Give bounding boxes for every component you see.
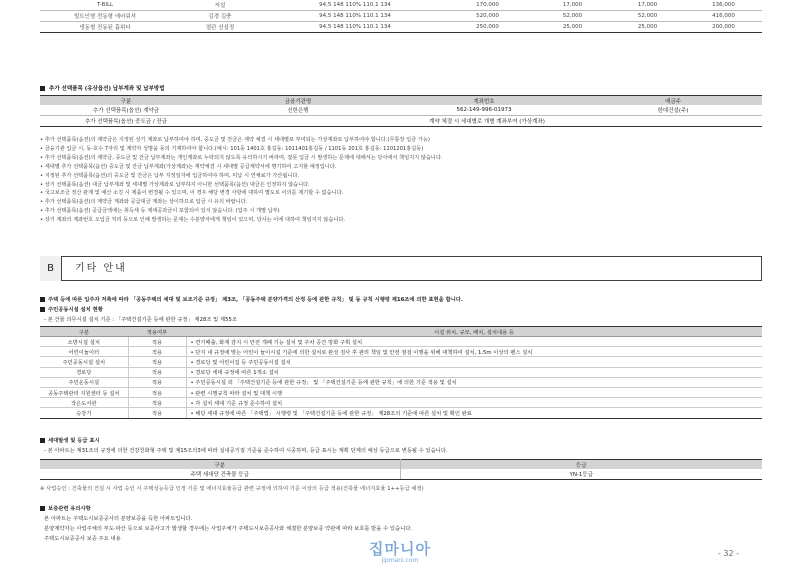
table-cell: 25,000 — [610, 22, 685, 33]
column-header: 구분 — [40, 96, 212, 106]
table-cell: 416,000 — [685, 11, 762, 22]
note-text: 추가 선택품목(옵션)의 계약금, 중도금 및 잔금 납부계좌는 개인계좌로 누락되지 않도록 유의하시기 바라며, 잘못 입금 시 발생하는 문제에 대해서는 당사에서 책임지지 않습니다. — [44, 154, 443, 161]
table-cell: 250,000 — [440, 22, 535, 33]
note-text: 금융기관 입금 시, 동·호수 7자리 및 계약자 성명을 동의 기재하여야 합니다.(예시: 101동 1401호 홍길동: 1011401홍길동 / 1101동 201호 홍길동: 1101201홍길동) — [44, 145, 424, 152]
table-cell: 한데건설(주) — [584, 105, 762, 116]
note-line — [40, 198, 760, 207]
facility-title: 주민공동시설 설치 현황 — [40, 305, 103, 313]
table-row — [40, 0, 762, 11]
table-row — [40, 357, 762, 367]
column-header: 구분 — [40, 460, 400, 470]
table-cell: 136,000 — [685, 0, 762, 11]
column-header: 적용여부 — [128, 327, 186, 337]
table-cell: 17,000 — [610, 0, 685, 11]
table-cell: 94,5 148 110% 110.1 134 — [270, 0, 440, 11]
table-cell: 빌트인형 전동형 에어워셔 — [40, 11, 170, 22]
note-text: 지정된 추가 선택품목(옵션)의 중도금 및 잔금은 납부 지정일자에 입금하여야 하며, 미납 시 연체료가 가산됩니다. — [44, 172, 300, 179]
table-row — [40, 11, 762, 22]
table-cell: 냉동형 전동된 흡위다 — [40, 22, 170, 33]
column-header: 구분 — [40, 327, 128, 337]
table-row — [40, 398, 762, 408]
facility-name: 작은도서관 — [40, 398, 128, 408]
option-price-table — [40, 0, 762, 33]
legal-basis-line: 주택 등에 따른 입주자 저축에 따라 「공동주택의 세대 및 보조기준 규정」 제3조, 「공동주택 분양가격의 산정 등에 관한 규칙」 및 동 규칙 시행령 제16조에 의한 표현을 합니다. — [40, 295, 463, 303]
note-line — [40, 145, 760, 154]
table-row — [40, 347, 762, 357]
facility-detail: • 주민공동시설 외 「주택건설기준 등에 관한 규정」 및 「주택건설기준 등에 관한 규칙」에 의한 기준 적용 및 설치 — [186, 377, 762, 387]
table-row — [40, 116, 762, 127]
table-row — [40, 337, 762, 347]
column-header: 예금주 — [584, 96, 762, 106]
facility-detail: • 경로당 세대 규정에 따른 1개소 설치 — [186, 367, 762, 377]
facility-name: 소방시설 설치 — [40, 337, 128, 347]
bullet-dot-icon: • — [40, 137, 45, 143]
note-text: 추가 선택품목(옵션)의 계약금은 지정된 상기 계좌로 납부하여야 하며, 중도금 및 잔금은 계약 체결 시 세대별로 부여되는 가상계좌로 납부하여야 합니다.(무통장 입금 가능) — [44, 137, 430, 143]
note-line — [40, 163, 760, 172]
bullet-dot-icon: • — [40, 199, 45, 206]
facility-detail: • 각 설치 세대 기준 규정 준수하여 설치 — [186, 398, 762, 408]
facility-name: 주민공동시설 설치 — [40, 357, 128, 367]
table-cell: 25,000 — [535, 22, 610, 33]
table-cell: YN-1등급 — [400, 469, 762, 480]
table-cell: 520,000 — [440, 11, 535, 22]
table-cell: 열관 선설정 — [170, 22, 270, 33]
jipmani-logo — [352, 541, 448, 565]
table-cell: 김경 김충 — [170, 11, 270, 22]
table-cell: 94,5 148 110% 110.1 134 — [270, 11, 440, 22]
facility-applied: 적용 — [128, 367, 186, 377]
table-row — [40, 22, 762, 33]
column-header: 금융기관명 — [212, 96, 384, 106]
table-cell: 52,000 — [610, 11, 685, 22]
facility-detail: • 관련 시행규칙 따라 설치 및 대책 시행 — [186, 387, 762, 397]
bullet-dot-icon: • — [40, 190, 45, 197]
related-title: 보증관련 유의사항 — [40, 504, 91, 512]
logo-sub-text: jipmani.com — [381, 557, 419, 564]
facility-name: 주민운동시설 — [40, 377, 128, 387]
column-header: 계좌번호 — [384, 96, 584, 106]
table-row — [40, 367, 762, 377]
note-text: 세대별 추가 선택품목(옵션) 중도금 및 잔금 납부계좌(가상계좌)는 계약체결 시 세대별 공급계약서에 명기하여 고지할 예정입니다. — [44, 163, 337, 170]
facility-table — [40, 326, 762, 419]
facility-name: 어린이놀이터 — [40, 347, 128, 357]
facility-applied: 적용 — [128, 408, 186, 418]
table-cell: 94,5 148 110% 110.1 134 — [270, 22, 440, 33]
table-cell: 17,000 — [535, 0, 610, 11]
table-cell: 200,000 — [685, 22, 762, 33]
account-table — [40, 95, 762, 127]
grade-description: - 본 아파트는 제31조의 규정에 의한 건강친화형 주택 및 제15조의3에 따라 실내공기질 기준을 준수하여 시공하며, 등급 표시는 계획 단계의 예상 등급으로 변동될 수 있습니다. — [44, 448, 448, 454]
grade-footnote: ※ 사업승인 : 건축물의 건설 시 사업 승인 시 주택성능등급 인정 기준 및 에너지효율등급 관련 규정에 의하여 기준 이상의 등급 적용(건축물 에너지효율 1++등급 예정) — [40, 486, 424, 492]
table-row — [40, 105, 762, 116]
bullet-dot-icon: • — [40, 172, 45, 179]
bullet-dot-icon: • — [40, 145, 45, 152]
table-cell: T-BILL — [40, 0, 170, 11]
facility-applied: 적용 — [128, 357, 186, 367]
note-line — [40, 154, 760, 163]
table-cell: 신한은행 — [212, 105, 384, 116]
related-line: 주택도시보증공사 보증 주요 내용 — [44, 536, 121, 542]
note-line — [40, 216, 760, 225]
facility-detail: • 해당 세대 규정에 따른 「주택법」 시행령 및 「주택건설기준 등에 관한 규정」 제28조의 기준에 따른 설치 및 확인 완료 — [186, 408, 762, 418]
note-line — [40, 172, 760, 181]
section-b-header — [40, 256, 762, 281]
facility-subtitle: - 본 건물 의무시설 설치 기준 : 「주택건설기준 등에 관한 규정」 제28조 및 제55조 — [44, 317, 237, 323]
square-bullet-icon — [40, 86, 45, 91]
note-text: 추가 선택품목(옵션)의 계약금 계좌와 공급대금 계좌는 상이하므로 입금 시 유의 바랍니다. — [44, 199, 248, 206]
note-text: 추가 선택품목(옵션) 공급금액에는 취득세 등 제세공과금이 포함되어 있지 않습니다. (입주 시 개별 납부) — [44, 208, 280, 215]
note-line — [40, 207, 760, 216]
facility-applied: 적용 — [128, 377, 186, 387]
note-line — [40, 181, 760, 190]
page-number: - 32 - — [718, 549, 740, 558]
account-section-title: 추가 선택품목 (유상옵션) 납부계좌 및 납부방법 — [40, 84, 165, 92]
facility-name: 승강기 — [40, 408, 128, 418]
table-cell: 계약 체결 시 세대별로 개별 계좌부여 (가상계좌) — [212, 116, 762, 127]
table-cell: 주택 세대당 건축물 등급 — [40, 469, 400, 480]
note-text: 국고보조금 정산 관계 및 예산 소진 시 제품이 변경될 수 있으며, 이 경우 해당 변경 사항에 대하여 별도로 이의를 제기할 수 없습니다. — [44, 190, 344, 197]
table-row — [40, 408, 762, 418]
facility-detail: • 단지 내 규정에 맞는 어린이 놀이시설 기준에 의한 설치로 완성 검사 후 관리 책임 및 안전 점검 이행을 위해 대책하여 설치, 1.5m 이상의 펜스 설치 — [186, 347, 762, 357]
facility-applied: 적용 — [128, 398, 186, 408]
grade-table — [40, 459, 762, 480]
note-text: 상기 계좌의 계좌번호 오입금 처리 등으로 인해 발생하는 문제는 수분양자에게 책임이 있으며, 당사는 이에 대하여 책임지지 않습니다. — [44, 217, 346, 224]
square-bullet-icon — [40, 506, 45, 511]
table-row — [40, 377, 762, 387]
bullet-dot-icon: • — [40, 208, 45, 215]
facility-applied: 적용 — [128, 337, 186, 347]
note-line — [40, 136, 760, 145]
square-bullet-icon — [40, 297, 45, 302]
square-bullet-icon — [40, 438, 45, 443]
logo-main-text: 집마니아 — [369, 540, 431, 558]
facility-detail: • 연기배출, 화재 감지 시 안전 개폐 기능 설치 및 주차 공간 방화 구획 설치 — [186, 337, 762, 347]
table-cell: 562-149-996-01973 — [384, 105, 584, 116]
bullet-dot-icon: • — [40, 217, 45, 224]
table-cell: 저설 — [170, 0, 270, 11]
facility-detail: • 경로당 및 어린이집 등 주민공동시설 설치 — [186, 357, 762, 367]
note-line — [40, 189, 760, 198]
bullet-dot-icon: • — [40, 154, 45, 161]
table-cell: 추가 선택품목(옵션) 중도금 / 잔금 — [40, 116, 212, 127]
related-lines — [44, 514, 412, 544]
related-line: 본 아파트는 주택도시보증공사의 분양보증을 득한 아파트입니다. — [44, 516, 193, 522]
grade-title: 세대발생 및 등급 표시 — [40, 436, 100, 444]
facility-applied: 적용 — [128, 387, 186, 397]
facility-name: 공동주택관리 지원센터 등 설치 — [40, 387, 128, 397]
column-header: 시설 위치, 규모, 배치, 설치내용 등 — [186, 327, 762, 337]
column-header: 등급 — [400, 460, 762, 470]
bullet-dot-icon: • — [40, 181, 45, 188]
note-text: 상기 선택품목(옵션) 대금 납부계좌 및 세대별 가상계좌로 납부하지 아니한 선택품목(옵션) 대금은 인정하지 않습니다. — [44, 181, 310, 188]
table-cell: 52,000 — [535, 11, 610, 22]
table-row — [40, 387, 762, 397]
section-b-title: 기타 안내 — [75, 263, 127, 274]
table-cell: 추가 선택품목(옵션) 계약금 — [40, 105, 212, 116]
payment-notes — [40, 136, 760, 225]
facility-name: 경로당 — [40, 367, 128, 377]
table-cell: 170,000 — [440, 0, 535, 11]
facility-applied: 적용 — [128, 347, 186, 357]
bullet-dot-icon: • — [40, 163, 45, 170]
related-line: 분양계약자는 사업주체의 부도·파산 등으로 보증사고가 발생할 경우에는 사업주체가 주택도시보증공사와 체결한 분양보증 약관에 따라 보호를 받을 수 있습니다. — [44, 526, 413, 532]
square-bullet-icon — [40, 307, 45, 312]
section-b-letter: B — [40, 256, 62, 281]
